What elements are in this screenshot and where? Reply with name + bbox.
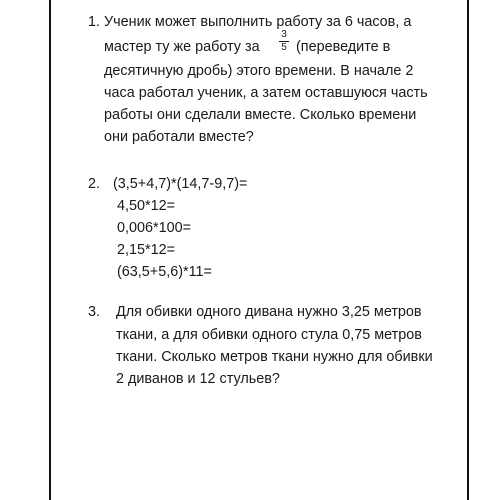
task-1-line-5: работы они сделали вместе. Сколько времени <box>104 107 417 123</box>
task-2-expression-3: 0,006*100= <box>117 220 192 236</box>
task-2-number: 2. <box>88 176 101 192</box>
task-3-line-1: Для обивки одного дивана нужно 3,25 метров <box>116 304 422 320</box>
task-3-line-2: ткани, а для обивки одного стула 0,75 метров <box>116 327 422 343</box>
right-border-line <box>467 0 469 500</box>
task-2-expression-5: (63,5+5,6)*11= <box>117 264 212 280</box>
task-1-line-4: часа работал ученик, а затем оставшуюся часть <box>104 85 428 101</box>
fraction-three-fifths <box>278 30 290 53</box>
task-3-line-4: 2 диванов и 12 стульев? <box>116 371 280 387</box>
task-1-line-2a: мастер ту же работу за <box>104 39 260 55</box>
task-2-expression-1: (3,5+4,7)*(14,7-9,7)= <box>113 176 248 192</box>
fraction-denominator: 5 <box>281 42 287 53</box>
task-3-number: 3. <box>88 304 101 320</box>
task-1-line-1: Ученик может выполнить работу за 6 часов, а <box>104 14 412 30</box>
task-1-line-2b: (переведите в <box>296 39 391 55</box>
task-1-line-3: десятичную дробь) этого времени. В начале 2 <box>104 63 414 79</box>
task-2-expression-4: 2,15*12= <box>117 242 176 258</box>
task-1-number: 1. <box>88 14 101 30</box>
task-3-line-3: ткани. Сколько метров ткани нужно для обивки <box>116 349 433 365</box>
left-border-line <box>49 0 51 500</box>
fraction-numerator: 3 <box>281 29 287 40</box>
task-1-line-6: они работали вместе? <box>104 129 254 145</box>
task-2-expression-2: 4,50*12= <box>117 198 176 214</box>
